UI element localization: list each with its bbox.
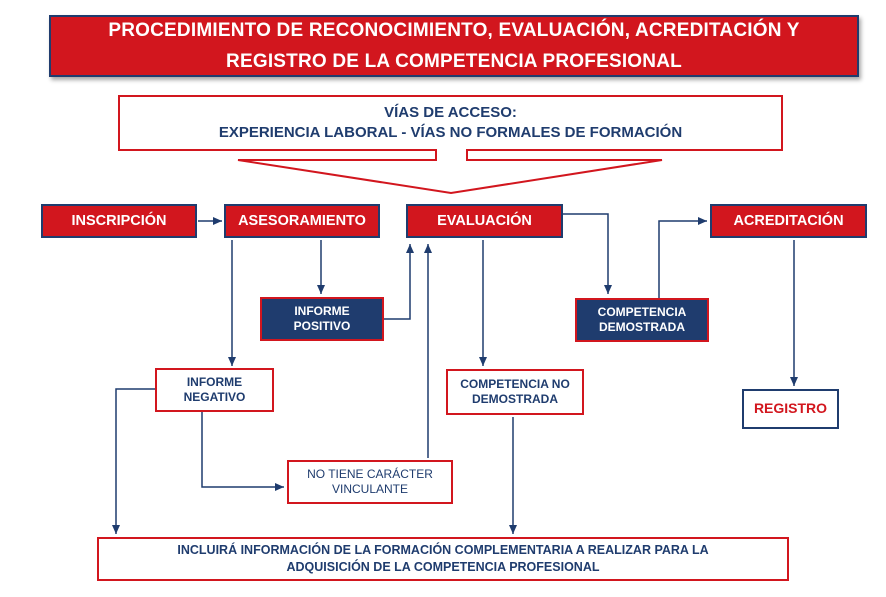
access-callout [121, 98, 780, 148]
registro-box [742, 389, 839, 429]
competencia-no-demostrada-line2: DEMOSTRADA [472, 392, 558, 406]
arrow-negativo-footer [116, 389, 156, 534]
page-title [49, 15, 859, 77]
footer-note-line2: ADQUISICIÓN DE LA COMPETENCIA PROFESIONAL [286, 560, 600, 574]
step-acreditacion-label: ACREDITACIÓN [733, 212, 844, 229]
informe-negativo-line2: NEGATIVO [183, 390, 246, 404]
informe-negativo-line1: INFORME [186, 375, 243, 389]
informe-positivo-line2: POSITIVO [293, 319, 351, 333]
competencia-no-demostrada-box [446, 369, 584, 415]
no-vinculante-box [287, 460, 453, 504]
arrow-positivo-evaluacion [384, 244, 410, 319]
no-vinculante-line1: NO TIENE CARÁCTER [307, 467, 433, 481]
page-title-line2: REGISTRO DE LA COMPETENCIA PROFESIONAL [226, 51, 682, 72]
page-title-line1: PROCEDIMIENTO DE RECONOCIMIENTO, EVALUACIÓN, ACREDITACIÓN Y [108, 20, 800, 41]
no-vinculante-line2: VINCULANTE [331, 482, 408, 496]
informe-positivo-box [260, 297, 384, 341]
arrow-demostrada-acreditacion [659, 221, 707, 298]
step-evaluacion [406, 204, 563, 238]
step-inscripcion [41, 204, 197, 238]
access-label: VÍAS DE ACCESO: [384, 104, 517, 121]
step-evaluacion-label: EVALUACIÓN [437, 212, 532, 229]
step-acreditacion [710, 204, 867, 238]
step-asesoramiento [224, 204, 380, 238]
informe-positivo-line1: INFORME [294, 304, 350, 318]
arrow-evaluacion-demostrada [563, 214, 608, 294]
competencia-demostrada-box [575, 298, 709, 342]
step-inscripcion-label: INSCRIPCIÓN [71, 212, 167, 229]
arrow-negativo-no-vinculante [202, 412, 284, 487]
access-paths: EXPERIENCIA LABORAL - VÍAS NO FORMALES DE FORMACIÓN [218, 124, 683, 141]
footer-note [97, 537, 789, 581]
registro-label: REGISTRO [753, 400, 828, 417]
competencia-demostrada-line1: COMPETENCIA [597, 305, 687, 319]
step-asesoramiento-label: ASESORAMIENTO [238, 212, 366, 229]
informe-negativo-box [155, 368, 274, 412]
footer-note-line1: INCLUIRÁ INFORMACIÓN DE LA FORMACIÓN COMPLEMENTARIA A REALIZAR PARA LA [177, 543, 709, 557]
competencia-demostrada-line2: DEMOSTRADA [599, 320, 685, 334]
competencia-no-demostrada-line1: COMPETENCIA NO [460, 377, 570, 391]
